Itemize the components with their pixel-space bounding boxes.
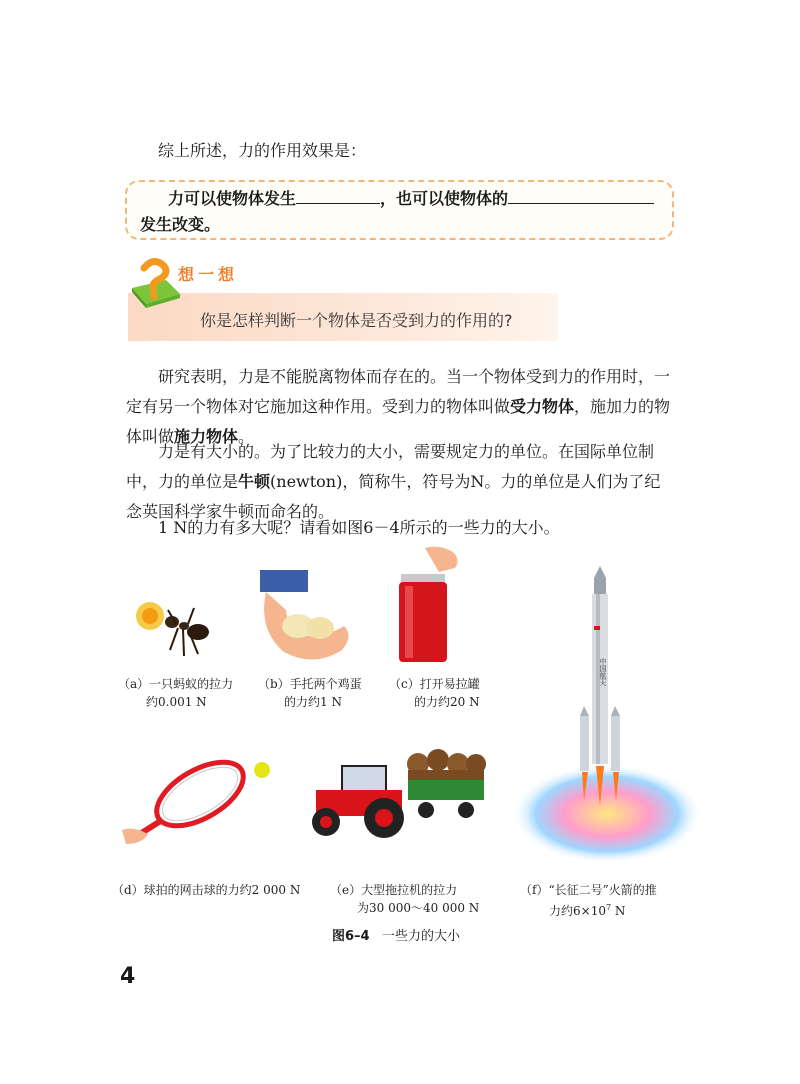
caption-d: （d）球拍的网击球的力约2 000 N (112, 883, 301, 897)
caption-a-line1: （a）一只蚂蚁的拉力 (118, 677, 234, 691)
keyword-newton: 牛顿 (238, 472, 271, 491)
conclusion-line-2: 发生改变。 (140, 215, 221, 234)
think-question: 你是怎样判断一个物体是否受到力的作用的? (200, 311, 513, 330)
caption-a-line2: 约0.001 N (146, 695, 207, 709)
caption-f-line2 (549, 899, 625, 920)
p1-text-c: 。 (238, 427, 255, 446)
think-title: 想一想 (178, 265, 239, 284)
conclusion-text-1: 力可以使物体发生 (168, 189, 297, 208)
p1-text-a: 研究表明，力是不能脱离物体而存在的。当一个物体受到力的作用时，一定有另一个物体对它施加这种作用。受到力的物体叫做 (126, 367, 671, 416)
figure-label: 图6–4 (332, 929, 370, 944)
conclusion-line-1 (168, 186, 654, 209)
blank-1[interactable] (296, 189, 380, 204)
tennis-racket-image (118, 748, 276, 848)
rocket-image (512, 566, 702, 866)
p2-text-a: 力是有大小的。为了比较力的大小，需要规定力的单位。在国际单位制中，力的单位是 (126, 442, 655, 491)
think-book-icon (126, 254, 182, 310)
caption-b-line1: （b）手托两个鸡蛋 (258, 677, 362, 691)
p2-text-b: (newton)，简称牛，符号为N。力的单位是人们为了纪念英国科学家牛顿而命名的。 (126, 472, 661, 521)
paragraph-3: 1 N的力有多大呢？请看如图6－4所示的一些力的大小。 (158, 518, 560, 537)
caption-f-post: N (611, 904, 626, 918)
caption-f-pre: 力约6×10 (549, 904, 606, 918)
caption-f-line1: （f）“长征二号”火箭的推 (520, 883, 657, 897)
keyword-receiver: 受力物体 (510, 397, 575, 416)
caption-b-line2: 的力约1 N (284, 695, 342, 709)
caption-e-line1: （e）大型拖拉机的拉力 (330, 883, 458, 897)
ant-image (128, 594, 214, 668)
p1-text-b: ，施加力的物体叫做 (126, 397, 671, 446)
soda-can-image (395, 544, 467, 666)
caption-f-exp: 7 (605, 903, 612, 912)
figure-title (332, 925, 460, 944)
keyword-exerter: 施力物体 (174, 427, 239, 446)
caption-c-line1: （c）打开易拉罐 (389, 677, 480, 691)
page-number: 4 (120, 964, 136, 989)
hand-eggs-image (258, 570, 354, 668)
rocket-text: 中国航天 (599, 658, 607, 686)
conclusion-text-2: ，也可以使物体的 (380, 189, 509, 208)
blank-2[interactable] (508, 189, 654, 204)
figure-text: 一些力的大小 (382, 929, 461, 944)
tractor-image (306, 746, 488, 842)
caption-e-line2: 为30 000～40 000 N (357, 901, 480, 915)
summary-intro: 综上所述，力的作用效果是： (158, 141, 367, 160)
caption-c-line2: 的力约20 N (414, 695, 480, 709)
